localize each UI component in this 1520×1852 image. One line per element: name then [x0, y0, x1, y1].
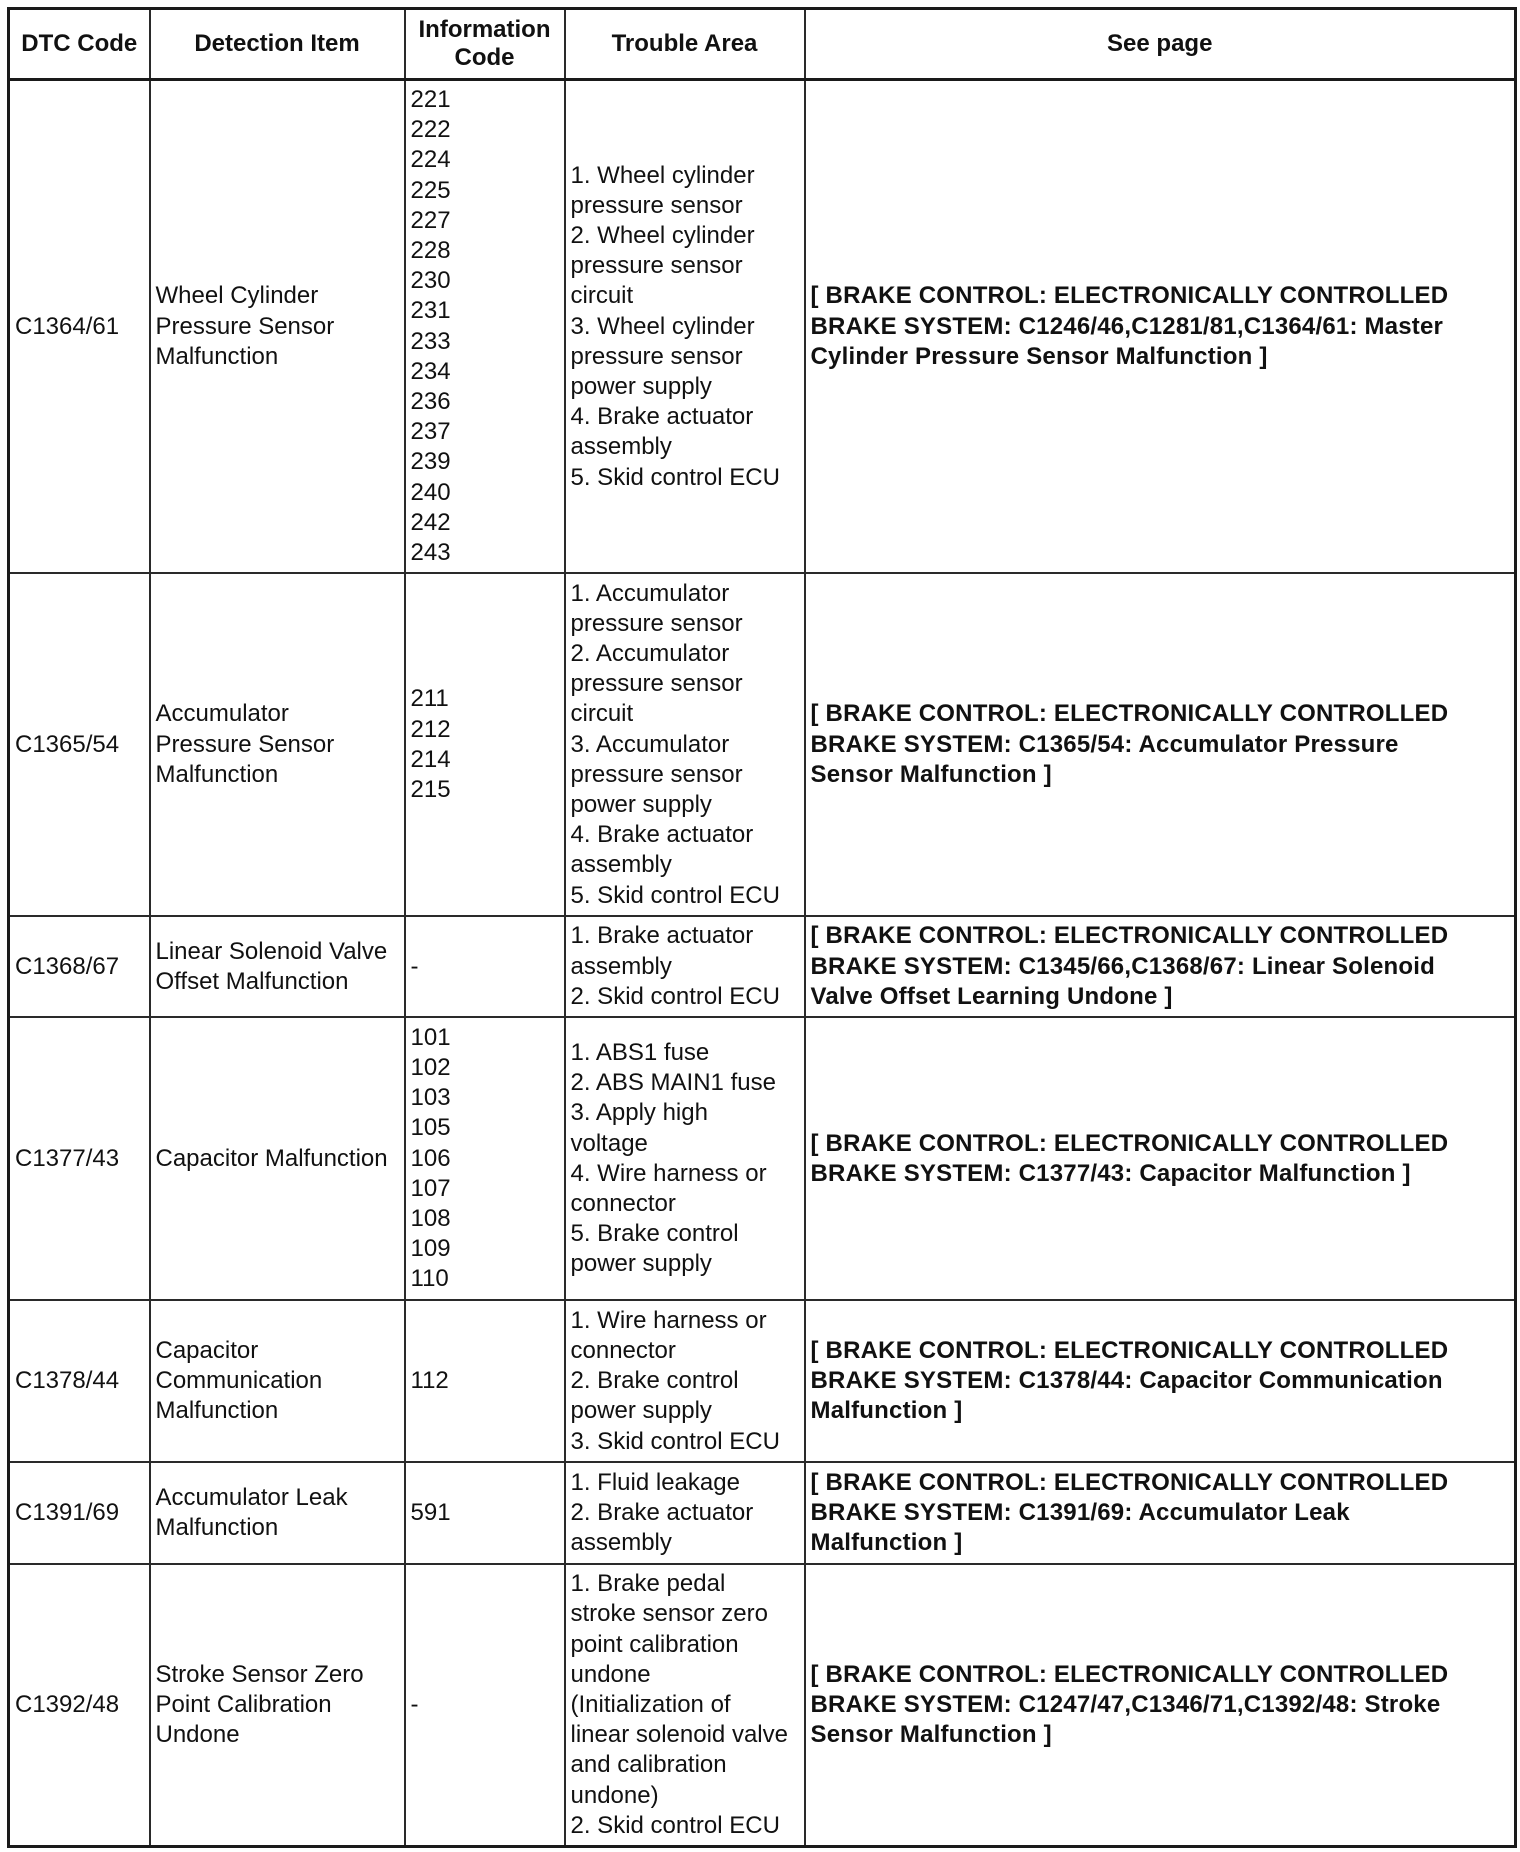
information-code-line: - [410, 1691, 419, 1719]
trouble-area-line: connector [570, 1189, 676, 1217]
detection-item-line: Malfunction [155, 342, 279, 370]
see-page-line: Valve Offset Learning Undone ] [810, 982, 1173, 1010]
trouble-area-line: undone [570, 1660, 651, 1688]
information-code-line: 591 [410, 1499, 451, 1527]
trouble-area-line: stroke sensor zero [570, 1600, 768, 1628]
information-code-line: 236 [410, 388, 451, 416]
see-page-line: BRAKE SYSTEM: C1345/66,C1368/67: Linear Solenoid [810, 952, 1435, 980]
detection-item-cell [150, 916, 405, 1017]
detection-item-line: Capacitor Malfunction [155, 1144, 388, 1172]
trouble-area-line: 1. ABS1 fuse [570, 1038, 710, 1066]
dtc-code-cell: C1368/67 [9, 916, 150, 1017]
trouble-area-line: pressure sensor [570, 252, 743, 280]
table-row [9, 1462, 1516, 1564]
trouble-area-line: 3. Skid control ECU [570, 1427, 780, 1455]
detection-item-line: Capacitor [155, 1336, 259, 1364]
information-code-line: 231 [410, 297, 451, 325]
information-code-line: 105 [410, 1114, 451, 1142]
see-page-line: BRAKE SYSTEM: C1365/54: Accumulator Pressure [810, 730, 1399, 758]
trouble-area-line: circuit [570, 282, 634, 310]
trouble-area-line: 2. Brake control [570, 1367, 739, 1395]
information-code-line: 240 [410, 478, 451, 506]
see-page-line: Sensor Malfunction ] [810, 760, 1052, 788]
information-code-line: 222 [410, 116, 451, 144]
trouble-area-line: 4. Wire harness or [570, 1159, 767, 1187]
information-code-line: 102 [410, 1054, 451, 1082]
detection-item-line: Stroke Sensor Zero [155, 1660, 364, 1688]
see-page-cell [805, 1017, 1516, 1300]
trouble-area-cell [565, 80, 805, 574]
table-header [9, 9, 1516, 80]
header-information-code-line2: Code [454, 44, 515, 71]
see-page-cell [805, 916, 1516, 1017]
trouble-area-line: pressure sensor [570, 609, 743, 637]
information-code-line: - [410, 952, 419, 980]
see-page-line: [ BRAKE CONTROL: ELECTRONICALLY CONTROLLED [810, 282, 1449, 310]
see-page-line: [ BRAKE CONTROL: ELECTRONICALLY CONTROLLED [810, 1468, 1449, 1496]
trouble-area-line: 2. Accumulator [570, 640, 730, 668]
trouble-area-line: 2. Wheel cylinder [570, 221, 755, 249]
dtc-code-cell: C1364/61 [9, 80, 150, 574]
see-page-line: [ BRAKE CONTROL: ELECTRONICALLY CONTROLLED [810, 1660, 1449, 1688]
detection-item-line: Linear Solenoid Valve [155, 937, 388, 965]
detection-item-line: Malfunction [155, 1397, 279, 1425]
information-code-line: 227 [410, 206, 451, 234]
dtc-code-cell: C1378/44 [9, 1300, 150, 1462]
trouble-area-line: circuit [570, 700, 634, 728]
information-code-line: 215 [410, 775, 451, 803]
see-page-line: BRAKE SYSTEM: C1246/46,C1281/81,C1364/61: Master [810, 312, 1444, 340]
trouble-area-line: 1. Accumulator [570, 579, 730, 607]
trouble-area-line: undone) [570, 1781, 659, 1809]
detection-item-line: Accumulator Leak [155, 1484, 348, 1512]
header-see-page: See page [805, 9, 1516, 80]
detection-item-line: Point Calibration [155, 1691, 332, 1719]
see-page-cell [805, 1462, 1516, 1564]
detection-item-cell [150, 1564, 405, 1846]
trouble-area-line: 4. Brake actuator [570, 821, 754, 849]
trouble-area-line: 3. Accumulator [570, 730, 730, 758]
table-row [9, 573, 1516, 916]
information-code-cell [405, 1017, 565, 1300]
information-code-line: 110 [410, 1265, 449, 1293]
information-code-cell [405, 1300, 565, 1462]
table-row [9, 1300, 1516, 1462]
detection-item-line: Malfunction [155, 760, 279, 788]
trouble-area-line: 1. Brake actuator [570, 922, 754, 950]
information-code-cell [405, 1462, 565, 1564]
header-trouble-area: Trouble Area [565, 9, 805, 80]
dtc-code-cell: C1391/69 [9, 1462, 150, 1564]
detection-item-line: Malfunction [155, 1514, 279, 1542]
trouble-area-line: power supply [570, 1397, 712, 1425]
see-page-line: [ BRAKE CONTROL: ELECTRONICALLY CONTROLLED [810, 922, 1449, 950]
detection-item-cell [150, 80, 405, 574]
detection-item-cell [150, 573, 405, 916]
trouble-area-cell [565, 1300, 805, 1462]
detection-item-cell [150, 1300, 405, 1462]
see-page-line: BRAKE SYSTEM: C1247/47,C1346/71,C1392/48: Stroke [810, 1691, 1441, 1719]
table-row [9, 1017, 1516, 1300]
trouble-area-line: assembly [570, 952, 672, 980]
see-page-line: [ BRAKE CONTROL: ELECTRONICALLY CONTROLLED [810, 700, 1449, 728]
header-detection-item: Detection Item [150, 9, 405, 80]
trouble-area-line: 4. Brake actuator [570, 403, 754, 431]
trouble-area-line: and calibration [570, 1751, 727, 1779]
see-page-line: Sensor Malfunction ] [810, 1721, 1052, 1749]
information-code-line: 221 [410, 86, 451, 113]
detection-item-line: Undone [155, 1721, 240, 1749]
trouble-area-line: pressure sensor [570, 760, 743, 788]
trouble-area-line: connector [570, 1336, 676, 1364]
see-page-line: Malfunction ] [810, 1529, 963, 1557]
trouble-area-cell [565, 1462, 805, 1564]
information-code-line: 101 [410, 1023, 451, 1051]
information-code-cell [405, 916, 565, 1017]
see-page-line: Cylinder Pressure Sensor Malfunction ] [810, 342, 1268, 370]
information-code-line: 225 [410, 176, 451, 204]
information-code-line: 242 [410, 508, 451, 536]
header-dtc-code: DTC Code [9, 9, 150, 80]
trouble-area-line: 5. Skid control ECU [570, 881, 780, 909]
information-code-line: 239 [410, 448, 451, 476]
information-code-line: 237 [410, 418, 451, 446]
dtc-table [7, 7, 1517, 1848]
detection-item-line: Accumulator [155, 700, 289, 728]
information-code-cell [405, 1564, 565, 1846]
trouble-area-line: pressure sensor [570, 670, 743, 698]
trouble-area-line: pressure sensor [570, 342, 743, 370]
information-code-line: 234 [410, 357, 451, 385]
trouble-area-line: point calibration [570, 1630, 739, 1658]
information-code-line: 107 [410, 1174, 451, 1202]
table-row [9, 916, 1516, 1017]
detection-item-line: Communication [155, 1367, 323, 1395]
information-code-line: 211 [410, 685, 449, 713]
trouble-area-line: voltage [570, 1129, 648, 1157]
trouble-area-line: 3. Wheel cylinder [570, 312, 755, 340]
trouble-area-line: 3. Apply high [570, 1099, 708, 1127]
trouble-area-line: 1. Fluid leakage [570, 1468, 740, 1496]
detection-item-line: Offset Malfunction [155, 967, 349, 995]
see-page-cell [805, 1300, 1516, 1462]
detection-item-line: Pressure Sensor [155, 730, 335, 758]
trouble-area-line: 1. Wheel cylinder [570, 161, 755, 189]
trouble-area-line: pressure sensor [570, 191, 743, 219]
see-page-line: Malfunction ] [810, 1397, 963, 1425]
trouble-area-line: linear solenoid valve [570, 1721, 788, 1749]
trouble-area-cell [565, 573, 805, 916]
trouble-area-line: 2. Brake actuator [570, 1499, 754, 1527]
trouble-area-cell [565, 1564, 805, 1846]
table-body [9, 80, 1516, 1847]
see-page-line: BRAKE SYSTEM: C1378/44: Capacitor Communication [810, 1367, 1443, 1395]
trouble-area-line: assembly [570, 433, 672, 461]
see-page-cell [805, 573, 1516, 916]
header-information-code-line1: Information [418, 16, 551, 43]
information-code-line: 108 [410, 1205, 451, 1233]
information-code-line: 224 [410, 146, 451, 174]
see-page-line: [ BRAKE CONTROL: ELECTRONICALLY CONTROLLED [810, 1336, 1449, 1364]
trouble-area-line: 5. Skid control ECU [570, 463, 780, 491]
header-row [9, 9, 1516, 80]
trouble-area-line: 5. Brake control [570, 1220, 739, 1248]
see-page-cell [805, 80, 1516, 574]
trouble-area-cell [565, 1017, 805, 1300]
trouble-area-line: power supply [570, 372, 712, 400]
information-code-line: 112 [410, 1367, 449, 1395]
trouble-area-line: 2. Skid control ECU [570, 1811, 780, 1839]
detection-item-cell [150, 1462, 405, 1564]
table-row [9, 1564, 1516, 1846]
information-code-line: 214 [410, 745, 451, 773]
information-code-cell [405, 80, 565, 574]
trouble-area-line: power supply [570, 1250, 712, 1278]
trouble-area-cell [565, 916, 805, 1017]
information-code-line: 212 [410, 715, 451, 743]
detection-item-line: Pressure Sensor [155, 312, 335, 340]
detection-item-line: Wheel Cylinder [155, 282, 319, 310]
information-code-line: 106 [410, 1144, 451, 1172]
detection-item-cell [150, 1017, 405, 1300]
information-code-line: 243 [410, 539, 451, 567]
see-page-line: BRAKE SYSTEM: C1377/43: Capacitor Malfunction ] [810, 1159, 1411, 1187]
trouble-area-line: power supply [570, 791, 712, 819]
table-row [9, 80, 1516, 574]
trouble-area-line: 1. Brake pedal [570, 1570, 726, 1598]
information-code-line: 109 [410, 1235, 451, 1263]
dtc-code-cell: C1365/54 [9, 573, 150, 916]
see-page-line: [ BRAKE CONTROL: ELECTRONICALLY CONTROLLED [810, 1129, 1449, 1157]
trouble-area-line: assembly [570, 1529, 672, 1557]
trouble-area-line: (Initialization of [570, 1691, 731, 1719]
information-code-line: 228 [410, 237, 451, 265]
dtc-code-cell: C1392/48 [9, 1564, 150, 1846]
information-code-line: 233 [410, 327, 451, 355]
dtc-code-cell: C1377/43 [9, 1017, 150, 1300]
see-page-cell [805, 1564, 1516, 1846]
trouble-area-line: 2. ABS MAIN1 fuse [570, 1069, 776, 1097]
information-code-line: 230 [410, 267, 451, 295]
trouble-area-line: 2. Skid control ECU [570, 982, 780, 1010]
trouble-area-line: 1. Wire harness or [570, 1306, 767, 1334]
header-information-code [405, 9, 565, 80]
information-code-line: 103 [410, 1084, 451, 1112]
see-page-line: BRAKE SYSTEM: C1391/69: Accumulator Leak [810, 1499, 1350, 1527]
information-code-cell [405, 573, 565, 916]
trouble-area-line: assembly [570, 851, 672, 879]
